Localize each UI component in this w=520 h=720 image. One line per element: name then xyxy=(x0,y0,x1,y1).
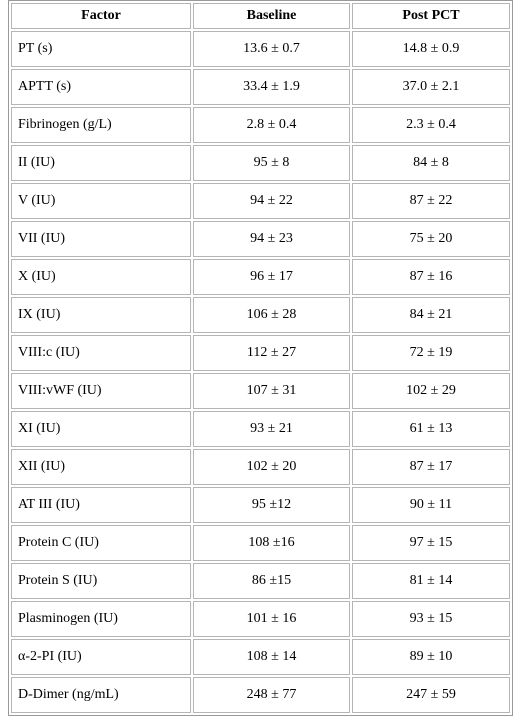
baseline-cell: 101 ± 16 xyxy=(193,601,350,637)
table-row xyxy=(11,335,510,371)
post-pct-cell: 102 ± 29 xyxy=(352,373,510,409)
post-pct-cell: 87 ± 22 xyxy=(352,183,510,219)
table-row xyxy=(11,221,510,257)
coagulation-factor-table xyxy=(8,0,513,716)
table-row xyxy=(11,639,510,675)
factor-cell: Protein C (IU) xyxy=(11,525,191,561)
baseline-cell: 108 ± 14 xyxy=(193,639,350,675)
baseline-cell: 94 ± 22 xyxy=(193,183,350,219)
table-row xyxy=(11,183,510,219)
factor-cell: APTT (s) xyxy=(11,69,191,105)
post-pct-cell: 14.8 ± 0.9 xyxy=(352,31,510,67)
table-row xyxy=(11,373,510,409)
post-pct-cell: 89 ± 10 xyxy=(352,639,510,675)
baseline-cell: 95 ± 8 xyxy=(193,145,350,181)
header-post-pct: Post PCT xyxy=(352,3,510,29)
table-row xyxy=(11,69,510,105)
factor-cell: IX (IU) xyxy=(11,297,191,333)
post-pct-cell: 84 ± 8 xyxy=(352,145,510,181)
factor-cell: PT (s) xyxy=(11,31,191,67)
factor-cell: II (IU) xyxy=(11,145,191,181)
table-row xyxy=(11,563,510,599)
post-pct-cell: 2.3 ± 0.4 xyxy=(352,107,510,143)
post-pct-cell: 93 ± 15 xyxy=(352,601,510,637)
baseline-cell: 102 ± 20 xyxy=(193,449,350,485)
post-pct-cell: 75 ± 20 xyxy=(352,221,510,257)
post-pct-cell: 90 ± 11 xyxy=(352,487,510,523)
baseline-cell: 106 ± 28 xyxy=(193,297,350,333)
post-pct-cell: 97 ± 15 xyxy=(352,525,510,561)
post-pct-cell: 87 ± 17 xyxy=(352,449,510,485)
table-row xyxy=(11,31,510,67)
baseline-cell: 86 ±15 xyxy=(193,563,350,599)
factor-cell: VII (IU) xyxy=(11,221,191,257)
baseline-cell: 33.4 ± 1.9 xyxy=(193,69,350,105)
table-row xyxy=(11,525,510,561)
post-pct-cell: 247 ± 59 xyxy=(352,677,510,713)
header-factor: Factor xyxy=(11,3,191,29)
baseline-cell: 94 ± 23 xyxy=(193,221,350,257)
factor-cell: Plasminogen (IU) xyxy=(11,601,191,637)
post-pct-cell: 72 ± 19 xyxy=(352,335,510,371)
factor-cell: V (IU) xyxy=(11,183,191,219)
baseline-cell: 96 ± 17 xyxy=(193,259,350,295)
baseline-cell: 112 ± 27 xyxy=(193,335,350,371)
table-row xyxy=(11,677,510,713)
table-row xyxy=(11,411,510,447)
post-pct-cell: 87 ± 16 xyxy=(352,259,510,295)
factor-cell: XII (IU) xyxy=(11,449,191,485)
factor-cell: VIII:vWF (IU) xyxy=(11,373,191,409)
table-body xyxy=(11,31,510,713)
table-row xyxy=(11,297,510,333)
table-row xyxy=(11,107,510,143)
baseline-cell: 2.8 ± 0.4 xyxy=(193,107,350,143)
header-row xyxy=(11,3,510,29)
table-row xyxy=(11,487,510,523)
post-pct-cell: 61 ± 13 xyxy=(352,411,510,447)
header-baseline: Baseline xyxy=(193,3,350,29)
table-row xyxy=(11,449,510,485)
baseline-cell: 107 ± 31 xyxy=(193,373,350,409)
factor-cell: VIII:c (IU) xyxy=(11,335,191,371)
factor-cell: α-2-PI (IU) xyxy=(11,639,191,675)
factor-cell: XI (IU) xyxy=(11,411,191,447)
baseline-cell: 13.6 ± 0.7 xyxy=(193,31,350,67)
table-row xyxy=(11,145,510,181)
table-row xyxy=(11,601,510,637)
factor-cell: D-Dimer (ng/mL) xyxy=(11,677,191,713)
baseline-cell: 248 ± 77 xyxy=(193,677,350,713)
baseline-cell: 95 ±12 xyxy=(193,487,350,523)
factor-cell: AT III (IU) xyxy=(11,487,191,523)
factor-cell: Fibrinogen (g/L) xyxy=(11,107,191,143)
factor-cell: Protein S (IU) xyxy=(11,563,191,599)
post-pct-cell: 81 ± 14 xyxy=(352,563,510,599)
factor-cell: X (IU) xyxy=(11,259,191,295)
baseline-cell: 108 ±16 xyxy=(193,525,350,561)
post-pct-cell: 84 ± 21 xyxy=(352,297,510,333)
post-pct-cell: 37.0 ± 2.1 xyxy=(352,69,510,105)
baseline-cell: 93 ± 21 xyxy=(193,411,350,447)
table-row xyxy=(11,259,510,295)
